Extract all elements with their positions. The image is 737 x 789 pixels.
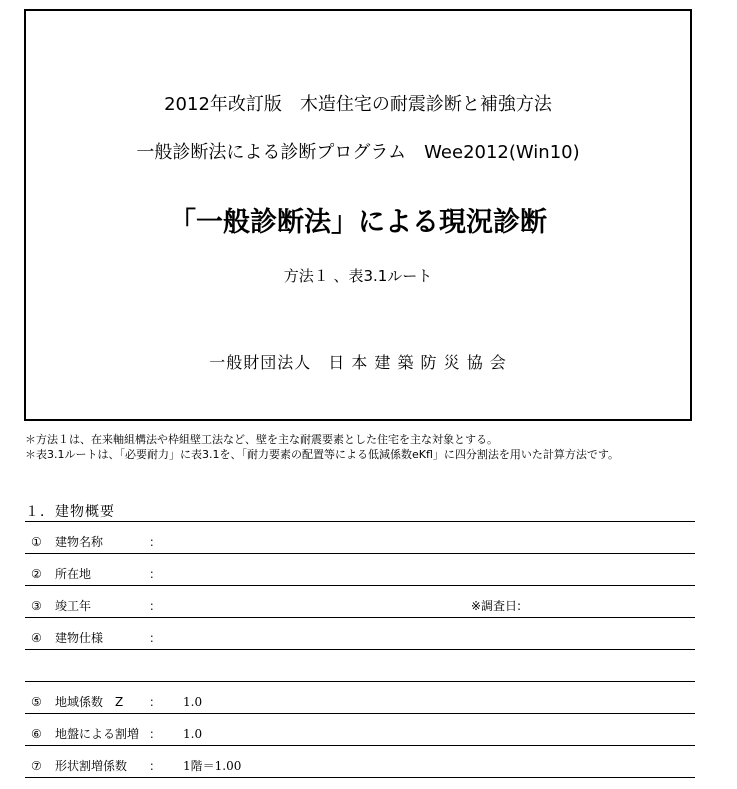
row-number: ① [31, 535, 42, 549]
survey-date-label: ※調査日: [471, 599, 522, 613]
row-shape-factor [25, 746, 695, 778]
row-value: 1.0 [183, 727, 203, 741]
row-colon: ： [149, 535, 162, 549]
program-title: 一般診断法による診断プログラム Wee2012(Win10) [136, 142, 580, 163]
row-number: ③ [31, 599, 42, 613]
row-number: ⑦ [31, 759, 42, 773]
row-building-name [25, 522, 695, 554]
row-address [25, 554, 695, 586]
row-value: 1.0 [183, 695, 203, 709]
row-colon: ： [149, 727, 162, 741]
organization-name: 一般財団法人 日 本 建 築 防 災 協 会 [209, 353, 507, 372]
row-colon: ： [149, 631, 162, 645]
row-zone-factor [25, 682, 695, 714]
row-label: 形状割増係数 [55, 759, 128, 773]
row-label: 竣工年 [55, 599, 92, 613]
row-colon: ： [149, 567, 162, 581]
section-title: １．建物概要 [25, 504, 695, 522]
row-colon: ： [149, 759, 162, 773]
row-label: 建物名称 [55, 535, 104, 549]
row-number: ⑥ [31, 727, 42, 741]
note-method: ＊方法１は、在来軸組構法や枠組壁工法など、壁を主な耐震要素とした住宅を主な対象とする。 [25, 433, 498, 446]
row-label: 所在地 [55, 567, 92, 581]
row-number: ④ [31, 631, 42, 645]
row-number: ⑤ [31, 695, 42, 709]
row-value: 1階＝1.00 [183, 759, 242, 773]
row-label: 地域係数 Z [55, 695, 124, 709]
row-completion-year [25, 586, 695, 618]
document-subtitle: 方法１ 、表3.1ルート [283, 267, 433, 285]
row-number: ② [31, 567, 42, 581]
edition-title: 2012年改訂版 木造住宅の耐震診断と補強方法 [164, 94, 552, 115]
row-building-spec [25, 618, 695, 650]
cover-box [24, 9, 692, 421]
row-colon: ： [149, 695, 162, 709]
row-label: 地盤による割増 [55, 727, 140, 741]
notes [25, 432, 619, 462]
document-title: 「一般診断法」による現況診断 [169, 207, 547, 238]
row-ground-factor [25, 714, 695, 746]
row-colon: ： [149, 599, 162, 613]
row-label: 建物仕様 [55, 631, 104, 645]
row-blank [25, 650, 695, 682]
note-route: ＊表3.1ルートは、「必要耐力」に表3.1を、「耐力要素の配置等による低減係数eKfl」に四分割法を用いた計算方法です。 [25, 448, 620, 461]
